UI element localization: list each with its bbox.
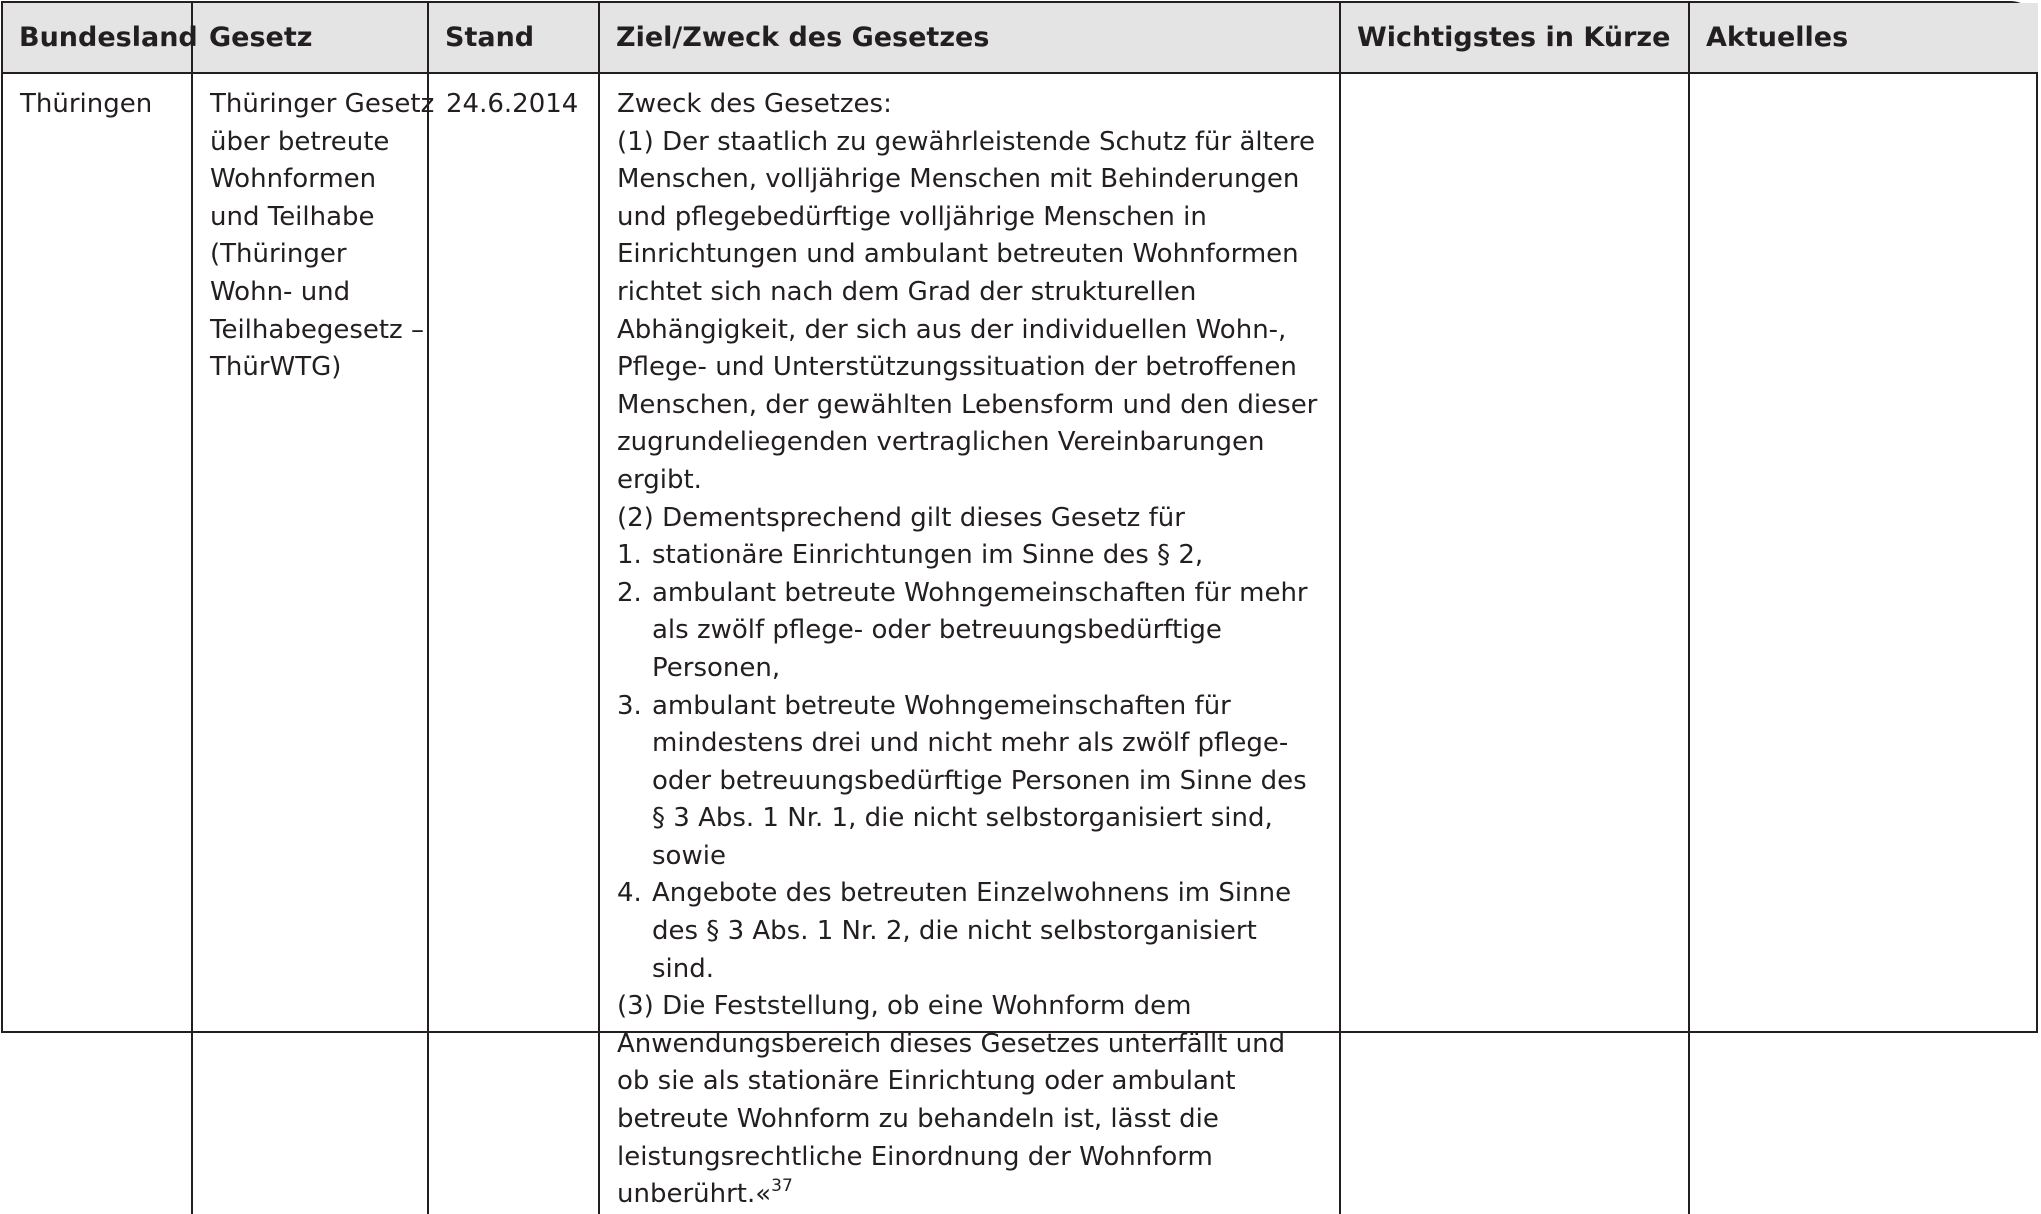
list-item-text: ambulant betreute Wohngemeinschaften für mehr als zwölf pflege- oder betreuungsbedürftige Personen, <box>652 577 1308 683</box>
cell-gesetz <box>192 73 435 1214</box>
purpose-paragraph-1: (1) Der staatlich zu gewährleistende Schutz für ältere Menschen, volljährige Menschen mit Behinderungen und pflegebedürftige volljährige Menschen in Einrichtungen und ambulant betreuten Wohnformen richtet sich nach dem Grad der strukturellen Abhängigkeit, der sich aus der individuellen Wohn-, Pflege- und Unterstützungssituation der betroffenen Menschen, der gewählten Lebensform und den dieser zugrundeliegenden vertraglichen Vereinbarungen ergibt. <box>617 126 1318 495</box>
list-item-text: Angebote des betreuten Einzelwohnens im Sinne des § 3 Abs. 1 Nr. 2, die nicht selbstorganisiert sind. <box>652 878 1292 984</box>
header-aktuelles: Aktuelles <box>1689 3 2038 73</box>
bundesland-value: Thüringen <box>20 89 153 119</box>
law-name-line: Thüringer Gesetz <box>210 89 435 119</box>
list-item-text: ambulant betreute Wohngemeinschaften für mindestens drei und nicht mehr als zwölf pflege- oder betreuungsbedürftige Personen im Sinne des § 3 Abs. 1 Nr. 1, die nicht selbstorganisiert sind, sowie <box>652 690 1307 871</box>
cell-bundesland <box>3 73 192 1214</box>
header-bundesland: Bundesland <box>3 3 192 73</box>
law-table-container <box>1 1 2038 1210</box>
cell-aktuelles <box>1689 73 2038 1214</box>
law-name-line: und Teilhabe <box>210 201 375 232</box>
purpose-text <box>617 86 1322 1214</box>
header-wichtigstes: Wichtigstes in Kürze <box>1340 3 1689 73</box>
list-item <box>617 575 1322 688</box>
purpose-paragraph-3-text: (3) Die Feststellung, ob eine Wohnform dem Anwendungsbereich dieses Gesetzes unterfällt und ob sie als stationäre Einrichtung oder ambulant betreute Wohnform zu behandeln ist, lässt die leistungsrechtliche Einordnung der Wohnform unberührt.« <box>617 991 1286 1210</box>
list-item <box>617 875 1322 988</box>
purpose-paragraph-3 <box>617 988 1322 1214</box>
purpose-intro: Zweck des Gesetzes: <box>617 89 892 119</box>
cell-stand <box>428 73 599 1214</box>
header-stand: Stand <box>428 3 599 73</box>
law-name-line: (Thüringer <box>210 239 347 270</box>
cell-wichtigstes <box>1340 73 1689 1214</box>
header-gesetz: Gesetz <box>192 3 428 73</box>
header-row <box>3 3 2038 73</box>
scope-list <box>617 537 1322 988</box>
list-item-number: 1. <box>617 540 642 571</box>
law-name <box>210 86 435 387</box>
cell-ziel <box>599 73 1340 1214</box>
law-table <box>3 3 2038 1214</box>
header-ziel: Ziel/Zweck des Gesetzes <box>599 3 1340 73</box>
list-item-number: 3. <box>617 690 642 721</box>
table-row <box>3 73 2038 1214</box>
list-item <box>617 537 1322 575</box>
law-name-line: Wohn- und <box>210 276 351 307</box>
law-name-line: Wohnformen <box>210 164 377 195</box>
list-item-number: 2. <box>617 577 642 608</box>
list-item <box>617 688 1322 876</box>
law-name-line: Teilhabegesetz – <box>210 314 424 345</box>
list-item-number: 4. <box>617 878 642 909</box>
stand-date: 24.6.2014 <box>446 89 579 119</box>
purpose-paragraph-2: (2) Dementsprechend gilt dieses Gesetz für <box>617 502 1185 533</box>
law-name-line: über betreute <box>210 126 390 157</box>
law-name-line: ThürWTG) <box>210 352 342 383</box>
list-item-text: stationäre Einrichtungen im Sinne des § 2, <box>652 540 1204 571</box>
footnote-marker: 37 <box>771 1176 793 1197</box>
